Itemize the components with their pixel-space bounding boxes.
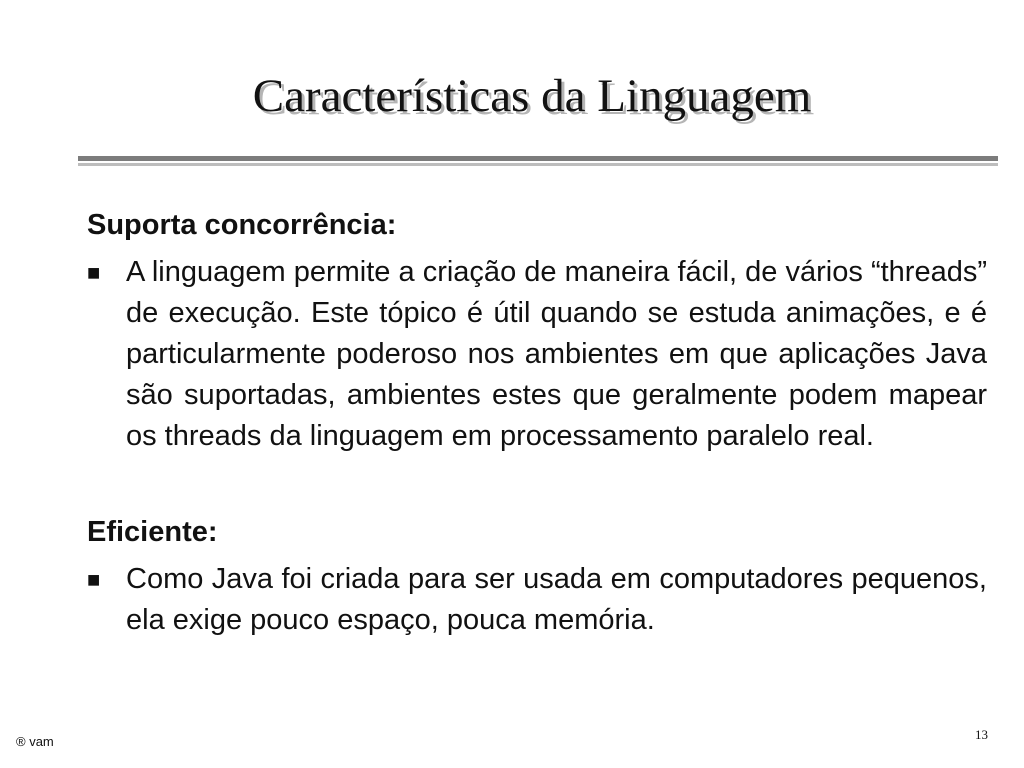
square-bullet-icon: ■ xyxy=(87,260,101,285)
bullet-text-concurrency: A linguagem permite a criação de maneira fácil, de vários “threads” de execução. Este tópico é útil quando se estuda animações, e é particularmente poderoso nos ambientes em que aplicações Java são suportadas, ambientes estes que geralmente podem mapear os threads da linguagem em processamento paralelo real. xyxy=(126,256,987,452)
slide-content xyxy=(87,205,987,641)
section-heading-efficient: Eficiente: xyxy=(87,516,218,548)
bullet-item-efficient xyxy=(87,559,987,641)
bullet-text-efficient: Como Java foi criada para ser usada em computadores pequenos, ela exige pouco espaço, pouca memória. xyxy=(126,563,987,636)
footer-credit: ® vam xyxy=(16,734,54,749)
title-divider xyxy=(78,156,998,161)
section-heading-concurrency: Suporta concorrência: xyxy=(87,209,397,241)
slide-title: Características da Linguagem xyxy=(252,70,812,122)
square-bullet-icon: ■ xyxy=(87,567,101,592)
title-divider-shadow xyxy=(78,163,998,166)
bullet-item-concurrency xyxy=(87,252,987,512)
page-number: 13 xyxy=(975,727,988,742)
